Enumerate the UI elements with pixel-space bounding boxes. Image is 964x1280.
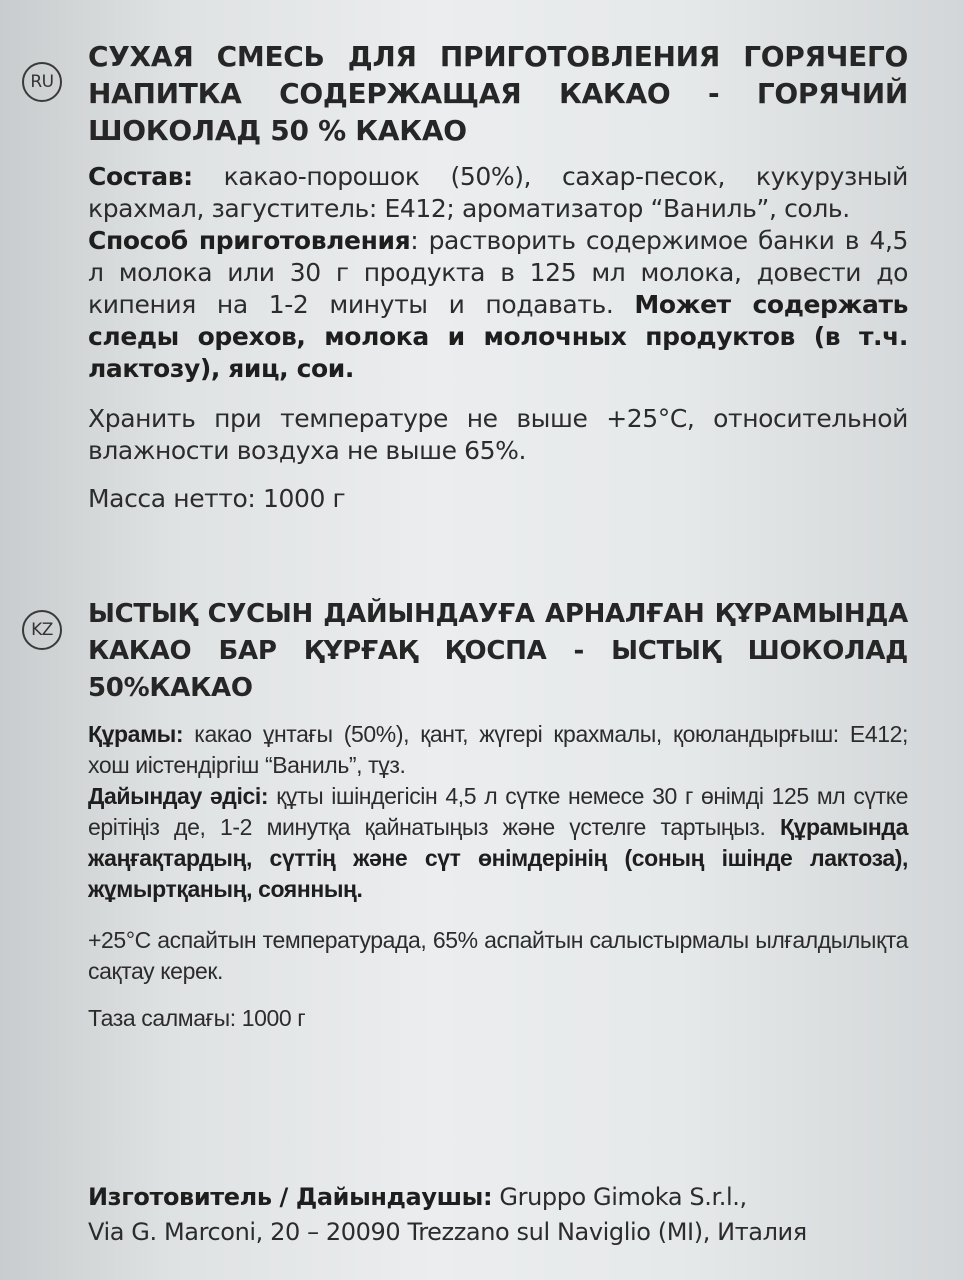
ru-product-title: СУХАЯ СМЕСЬ ДЛЯ ПРИГОТОВЛЕНИЯ ГОРЯЧЕГО НАПИТКА СОДЕРЖАЩАЯ КАКАО - ГОРЯЧИЙ ШОКОЛАД 50 % КАКАО bbox=[88, 40, 908, 147]
kz-allergens: Құрамында жаңғақтардың, сүттің және сүт өнімдерінің (соның ішінде лактоза), жұмыртқаның, соянның. bbox=[88, 814, 908, 902]
kz-method-label: Дайындау әдісі: bbox=[88, 783, 269, 809]
kz-language-badge: KZ bbox=[22, 610, 62, 650]
manufacturer-address: Via G. Marconi, 20 – 20090 Trezzano sul Naviglio (MI), Италия bbox=[88, 1218, 807, 1246]
ru-storage: Хранить при температуре не выше +25°C, относительной влажности воздуха не выше 65%. bbox=[88, 404, 908, 465]
ru-preparation bbox=[88, 225, 908, 385]
ru-language-badge: RU bbox=[22, 62, 62, 102]
ru-composition bbox=[88, 161, 908, 225]
kz-storage: +25°C аспайтын температурада, 65% аспайтын салыстырмалы ылғалдылықта сақтау керек. bbox=[88, 927, 908, 984]
kz-net-weight: Таза салмағы: 1000 г bbox=[88, 1005, 306, 1031]
ru-method-label: Способ приготовления bbox=[88, 226, 411, 255]
manufacturer-line bbox=[88, 1180, 908, 1215]
kz-product-title: ЫСТЫҚ СУСЫН ДАЙЫНДАУҒА АРНАЛҒАН ҚҰРАМЫНДА КАКАО БАР ҚҰРҒАҚ ҚОСПА - ЫСТЫҚ ШОКОЛАД 50%КАКАО bbox=[88, 599, 908, 703]
ru-net-weight: Масса нетто: 1000 г bbox=[88, 484, 346, 513]
manufacturer-label: Изготовитель / Дайындаушы: bbox=[88, 1183, 493, 1211]
kz-composition bbox=[88, 719, 908, 781]
ru-composition-label: Состав: bbox=[88, 162, 193, 191]
ru-method-text: : растворить содержимое банки в 4,5 л молока или 30 г продукта в 125 мл молока, довести до кипения на 1-2 минуты и подавать. bbox=[88, 226, 909, 319]
kz-method-text: құты ішіндегісін 4,5 л сүтке немесе 30 г өнімді 125 мл сүтке ерітіңіз де, 1-2 минутқа қайнатыңыз және үстелге тартыңыз. bbox=[88, 783, 909, 840]
manufacturer-section bbox=[88, 1180, 908, 1250]
kz-composition-text: какао ұнтағы (50%), қант, жүгері крахмалы, қоюландырғыш: Е412; хош иістендіргіш “Ваниль”, тұз. bbox=[88, 721, 908, 778]
manufacturer-name: Gruppo Gimoka S.r.l., bbox=[492, 1183, 747, 1211]
kz-section bbox=[88, 596, 908, 1034]
kz-preparation bbox=[88, 781, 908, 905]
ru-section bbox=[88, 38, 908, 515]
ru-allergens: Может содержать следы орехов, молока и молочных продуктов (в т.ч. лактозу), яиц, сои. bbox=[88, 290, 908, 383]
ru-composition-text: какао-порошок (50%), сахар-песок, кукурузный крахмал, загуститель: Е412; ароматизатор “Ваниль”, соль. bbox=[88, 162, 908, 223]
kz-composition-label: Құрамы: bbox=[88, 721, 184, 747]
